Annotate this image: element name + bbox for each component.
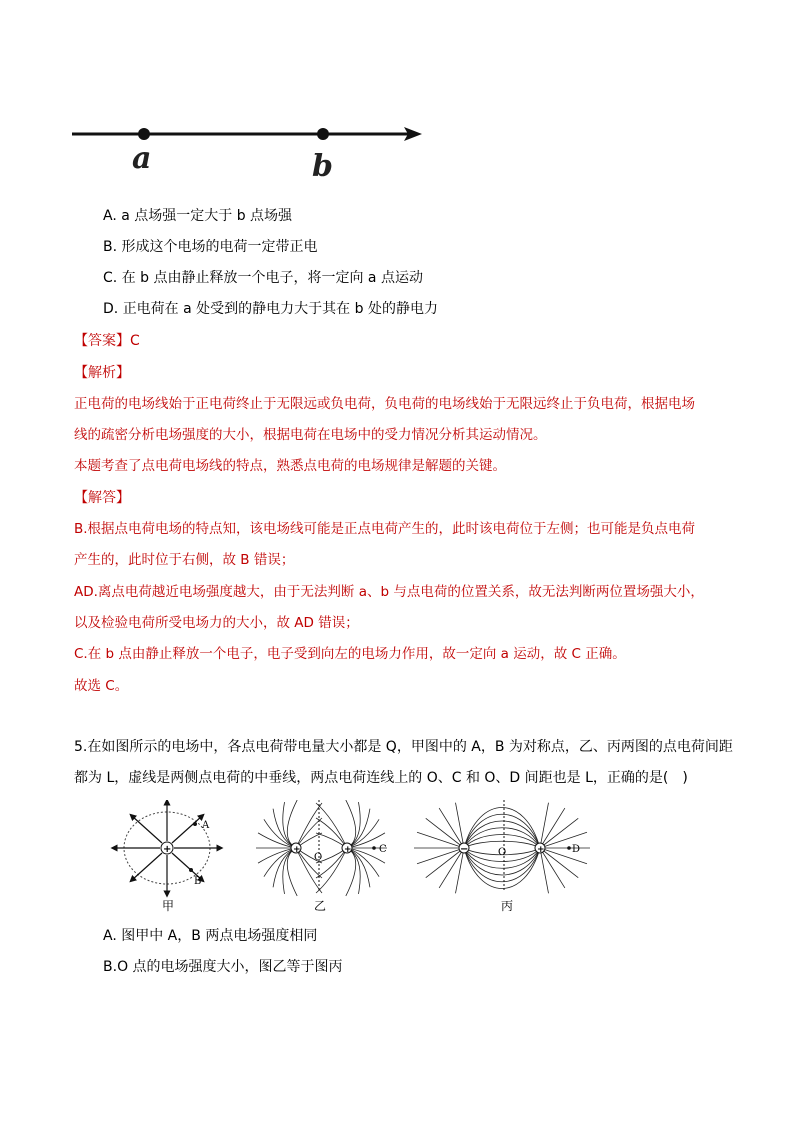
field-line bbox=[287, 848, 297, 896]
label-c: C bbox=[379, 844, 387, 855]
svg-text:−: − bbox=[460, 844, 469, 855]
solution-line: B.根据点电荷电场的特点知，该电场线可能是正点电荷产生的，此时该电荷位于左侧；也可能是负点电荷 bbox=[74, 521, 696, 537]
label-o-bing: O bbox=[498, 847, 507, 858]
option-c: C. 在 b 点由静止释放一个电子，将一定向 a 点运动 bbox=[103, 270, 423, 286]
question5-line: 都为 L，虚线是两侧点电荷的中垂线，两点电荷连线上的 O、C 和 O、D 间距也是 L，正确的是( ) bbox=[74, 770, 688, 786]
analysis-line: 线的疏密分析电场强度的大小，根据电荷在电场中的受力情况分析其运动情况。 bbox=[74, 427, 547, 443]
diagram-jia bbox=[114, 802, 220, 913]
svg-text:+: + bbox=[537, 845, 545, 855]
solution-line: 产生的，此时位于右侧，故 B 错误； bbox=[74, 552, 295, 568]
field-line bbox=[296, 803, 322, 848]
analysis-label: 【解析】 bbox=[74, 365, 130, 381]
point-b-label: b bbox=[312, 149, 333, 184]
svg-text:+: + bbox=[293, 845, 301, 855]
field-line bbox=[346, 800, 356, 848]
field-line bbox=[417, 832, 464, 848]
field-line bbox=[426, 818, 464, 848]
solution-line: C.在 b 点由静止释放一个电子，电子受到向左的电场力作用，故一定向 a 运动，故 C 正确。 bbox=[74, 646, 626, 662]
label-d: D bbox=[572, 844, 581, 855]
svg-text:+: + bbox=[163, 844, 172, 855]
field-line bbox=[426, 848, 464, 878]
svg-text:+: + bbox=[344, 845, 352, 855]
option-b: B. 形成这个电场的电荷一定带正电 bbox=[103, 239, 318, 255]
option-d: D. 正电荷在 a 处受到的静电力大于其在 b 处的静电力 bbox=[103, 301, 438, 317]
electric-field-diagrams bbox=[104, 800, 624, 918]
point-a-dot bbox=[138, 128, 150, 140]
field-line-figure bbox=[68, 118, 428, 188]
solution-line: 故选 C。 bbox=[74, 678, 129, 694]
field-line bbox=[316, 818, 347, 848]
q5-option-b: B.O 点的电场强度大小，图乙等于图丙 bbox=[103, 959, 343, 975]
q5-option-a: A. 图甲中 A，B 两点电场强度相同 bbox=[103, 928, 318, 944]
solution-label: 【解答】 bbox=[74, 490, 130, 506]
diagram-yi bbox=[256, 800, 387, 913]
field-line bbox=[464, 828, 540, 848]
analysis-line: 本题考查了点电荷电场线的特点，熟悉点电荷的电场规律是解题的关键。 bbox=[74, 458, 506, 474]
caption-jia: 甲 bbox=[162, 899, 175, 913]
solution-line: 以及检验电荷所受电场力的大小，故 AD 错误； bbox=[74, 615, 359, 631]
caption-bing: 丙 bbox=[501, 899, 514, 913]
field-line bbox=[287, 800, 297, 848]
caption-yi: 乙 bbox=[314, 899, 327, 913]
question5-line: 5.在如图所示的电场中，各点电荷带电量大小都是 Q，甲图中的 A，B 为对称点，乙、丙两图的点电荷间距 bbox=[74, 739, 733, 755]
field-line bbox=[346, 848, 356, 896]
point-b-dot bbox=[317, 128, 329, 140]
answer: 【答案】C bbox=[74, 333, 140, 349]
analysis-line: 正电荷的电场线始于正电荷终止于无限远或负电荷，负电荷的电场线始于无限远终止于负电荷，根据电场 bbox=[74, 396, 695, 412]
label-b: B bbox=[194, 876, 202, 887]
option-a: A. a 点场强一定大于 b 点场强 bbox=[103, 208, 293, 224]
diagram-bing bbox=[414, 800, 590, 913]
field-line bbox=[417, 848, 464, 864]
label-o-yi: O bbox=[314, 852, 323, 863]
label-a: A bbox=[202, 820, 210, 831]
solution-line: AD.离点电荷越近电场强度越大，由于无法判断 a、b 与点电荷的位置关系，故无法判断两位置场强大小， bbox=[74, 584, 704, 600]
point-a-label: a bbox=[132, 141, 152, 176]
